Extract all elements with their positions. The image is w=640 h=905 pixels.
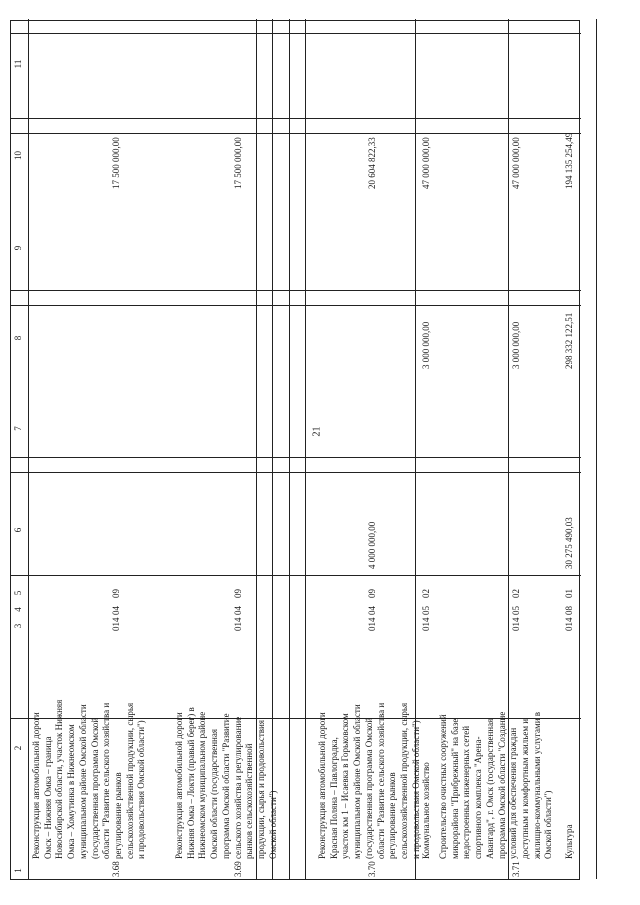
row-index: 3.71	[511, 861, 521, 877]
cell-c4: 05	[421, 606, 431, 615]
section-title: Коммунальное хозяйство	[421, 762, 431, 859]
cell-c3: 014	[367, 617, 377, 631]
cell-c5: 09	[111, 589, 121, 598]
header-col-11: 11	[13, 59, 23, 69]
header-col-1: 1	[13, 868, 23, 873]
cell-c10: 17 500 000,00	[233, 137, 243, 189]
rotated-page	[10, 20, 580, 880]
cell-c3: 014	[511, 617, 521, 631]
cell-c4: 04	[111, 606, 121, 615]
cell-c5: 02	[421, 589, 431, 598]
cell-c6: 4 000 000,00	[367, 521, 377, 569]
header-col-8: 8	[13, 335, 23, 341]
cell-c10: 17 500 000,00	[111, 137, 121, 189]
cell-c10: 20 604 822,33	[367, 137, 377, 189]
cell-c5: 09	[233, 589, 243, 598]
cell-c3: 014	[421, 617, 431, 631]
header-col-3: 3	[13, 623, 23, 629]
section-title: Культура	[564, 824, 574, 859]
cell-c8: 3 000 000,00	[421, 321, 431, 369]
cell-c8: 298 332 122,51	[564, 312, 574, 369]
cell-c8: 3 000 000,00	[511, 321, 521, 369]
header-col-10: 10	[13, 151, 23, 160]
header-col-5: 5	[13, 590, 23, 596]
header-col-2: 2	[13, 745, 23, 751]
cell-c5: 01	[564, 589, 574, 598]
header-col-7: 7	[13, 426, 23, 431]
cell-c3: 014	[564, 617, 574, 631]
cell-c10: 47 000 000,00	[511, 137, 521, 189]
cell-c10: 194 135 254,49	[564, 132, 574, 189]
cell-c4: 04	[233, 606, 243, 615]
row-description: Строительство очистных сооружений микрорайона "Прибрежный" на базе недостроенных инженерных сетей спортивного комплекса "Арена- Авангард", г. Омск (государственная программа Омской области "Создание условий для обеспечения граждан доступным и комфортным жильем и жилищно-коммунальными услугами в Омской области")	[438, 711, 554, 859]
header-col-9: 9	[13, 245, 23, 251]
cell-c5: 09	[367, 589, 377, 598]
row-description: Реконструкция автомобильной дороги Красная Поляна – Павлоградка, участок км 1 – Исаевка в Горьковском муниципальном районе Омской области (государственная программа Омской области "Развитие сельского хозяйства и регулирование рынков сельскохозяйственной продукции, сырья и продовольствия Омской области")	[317, 702, 421, 859]
cell-c4: 05	[511, 606, 521, 615]
row-index: 3.68	[111, 861, 121, 877]
budget-table	[10, 20, 580, 880]
row-description: Реконструкция автомобильной дороги Омск – Нижняя Омка – граница Новосибирской области, участок Нижняя Омка – Хомутинка в Нижнеомском муниципальном районе Омской области (государственная программа Омской области "Развитие сельского хозяйства и регулирование рынков сельскохозяйственной продукции, сырья и продовольствия Омской области")	[31, 699, 147, 859]
header-col-6: 6	[13, 527, 23, 533]
cell-c4: 08	[564, 606, 574, 615]
row-description: Реконструкция автомобильной дороги Нижняя Омка – Локти (правый берег) в Нижнеомском муниципальном районе Омской области (государственная программа Омской области "Развитие сельского хозяйства и регулирование рынков сельскохозяйственной продукции, сырья и продовольствия Омской области")	[174, 707, 278, 859]
cell-c10: 47 000 000,00	[421, 137, 431, 189]
cell-c3: 014	[233, 617, 243, 631]
header-col-4: 4	[13, 607, 23, 612]
cell-c6: 30 275 490,03	[564, 517, 574, 569]
page-number: 21	[311, 426, 323, 437]
row-index: 3.69	[233, 861, 243, 877]
cell-c3: 014	[111, 617, 121, 631]
cell-c5: 02	[511, 589, 521, 598]
row-index: 3.70	[367, 861, 377, 877]
cell-c4: 04	[367, 606, 377, 615]
